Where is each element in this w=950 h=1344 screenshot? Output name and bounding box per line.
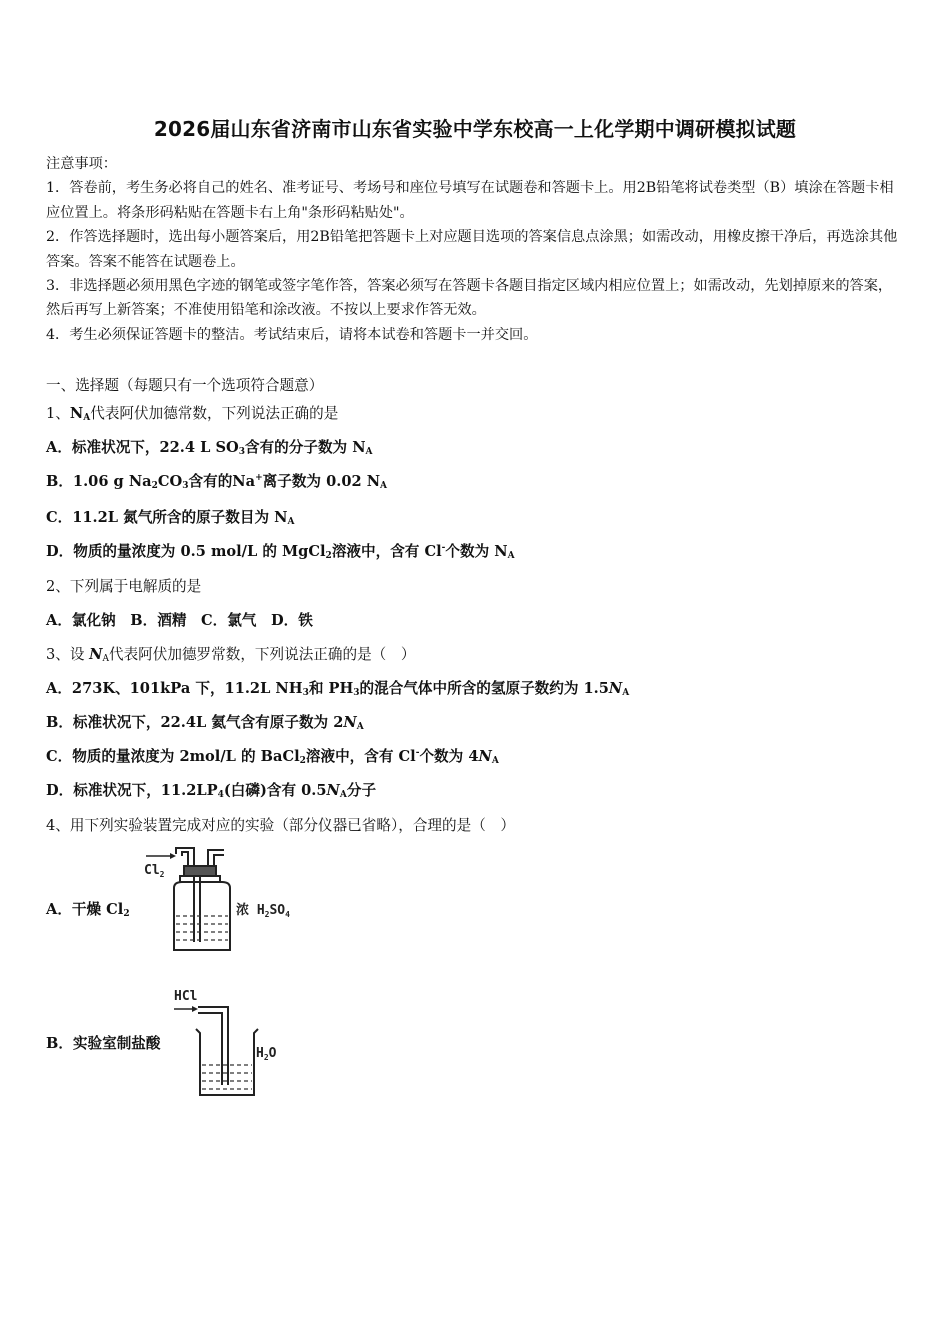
- q3-option-a: A．273K、101kPa 下，11.2L $NH_3$和 $PH_3$的混合气体中所含的氢原子数约为 $1.5N_A$: [46, 680, 630, 698]
- notes-item: 1．答卷前，考生务必将自己的姓名、准考证号、考场号和座位号填写在试题卷和答题卡上。用2B铅笔将试卷类型（B）填涂在答题卡相应位置上。将条形码粘贴在答题卡右上角"条形码粘贴处"。: [46, 180, 894, 221]
- q3-option-b: B．标准状况下，22.4L 氦气含有原子数为 $2N_A$: [46, 714, 364, 732]
- fig-a-gas-label: $Cl_2$: [144, 863, 165, 879]
- fig-b-gas-label: HCl: [174, 989, 198, 1004]
- figure-a-drying-apparatus: [138, 842, 298, 954]
- question-1-stem: 1、$N_A$代表阿伏加德常数，下列说法正确的是: [46, 405, 339, 423]
- q1-option-d: D．物质的量浓度为 0.5 mol/L 的 MgCl$_2$溶液中，含有 Cl-个数为 $N_A$: [46, 543, 515, 561]
- q1-option-a: A．标准状况下，22.4 L $SO_3$含有的分子数为 $N_A$: [46, 439, 373, 457]
- question-2-stem: 2、下列属于电解质的是: [46, 578, 202, 595]
- q2-options: A．氯化钠 B．酒精 C．氯气 D．铁: [46, 612, 313, 629]
- q3-option-c: C．物质的量浓度为 2mol/L 的 BaCl$_2$溶液中，含有 Cl-个数为 $4N_A$: [46, 748, 499, 766]
- figure-b-hcl-absorption: [168, 985, 298, 1100]
- question-4-stem: 4、用下列实验装置完成对应的实验（部分仪器已省略），合理的是（ ）: [46, 817, 515, 834]
- section-heading: 一、选择题（每题只有一个选项符合题意）: [46, 377, 324, 394]
- question-3-stem: 3、设 $N_A$代表阿伏加德罗常数，下列说法正确的是（ ）: [46, 646, 416, 664]
- notes-heading: 注意事项：: [46, 156, 117, 172]
- fig-a-reagent-label: 浓 $H_2SO_4$: [236, 903, 290, 919]
- q3-option-d: D．标准状况下，$11.2LP_4$(白磷)含有 $0.5N_A$分子: [46, 782, 377, 800]
- q1-option-c: C．11.2L 氮气所含的原子数目为 $N_A$: [46, 509, 295, 527]
- fig-b-reagent-label: $H_2O$: [256, 1046, 277, 1062]
- notes-item: 4．考生必须保证答题卡的整洁。考试结束后，请将本试卷和答题卡一并交回。: [46, 326, 538, 343]
- notes-block: [46, 152, 906, 347]
- page-title: 2026届山东省济南市山东省实验中学东校高一上化学期中调研模拟试题: [153, 117, 797, 141]
- q4-option-a: A．干燥 $Cl_2$: [46, 901, 130, 919]
- notes-item: 3．非选择题必须用黑色字迹的钢笔或签字笔作答，答案必须写在答题卡各题目指定区域内相应位置上；如需改动，先划掉原来的答案，然后再写上新答案；不准使用铅笔和涂改液。不按以上要求作答无效。: [46, 278, 893, 319]
- q4-option-b: B．实验室制盐酸: [46, 1035, 161, 1052]
- q1-option-b: B．1.06 g $Na_2CO_3$含有的Na+离子数为 0.02 $N_A$: [46, 473, 388, 491]
- notes-item: 2．作答选择题时，选出每小题答案后，用2B铅笔把答题卡上对应题目选项的答案信息点涂黑；如需改动，用橡皮擦干净后，再选涂其他答案。答案不能答在试题卷上。: [46, 229, 898, 270]
